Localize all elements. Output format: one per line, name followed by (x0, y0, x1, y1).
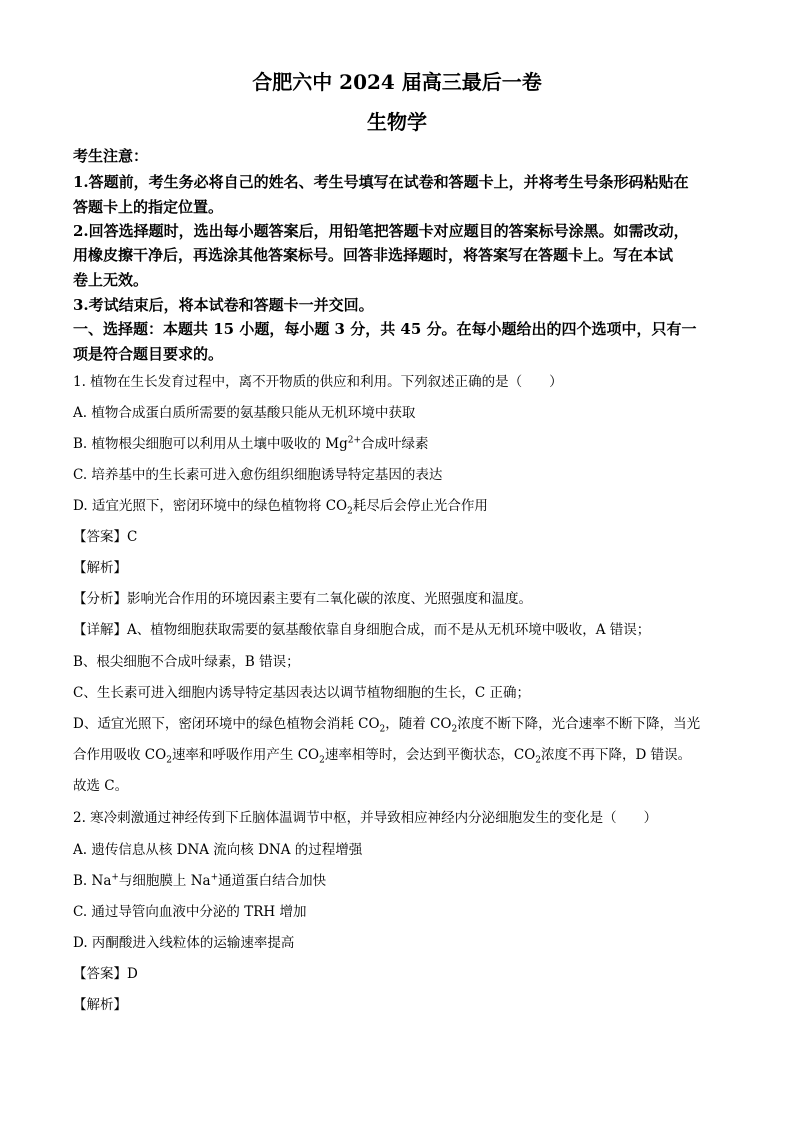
section-heading-line-2: 项是符合题目要求的。 (73, 345, 224, 363)
question-2-analysis-label: 【解析】 (73, 997, 127, 1013)
question-2-option-d: D. 丙酮酸进入线粒体的运输速率提高 (73, 935, 295, 951)
question-1-fenxi: 【分析】影响光合作用的环境因素主要有二氧化碳的浓度、光照强度和温度。 (73, 591, 532, 607)
question-1-stem: 1. 植物在生长发育过程中，离不开物质的供应和利用。下列叙述正确的是（ ） (73, 374, 563, 390)
question-2-answer: 【答案】D (73, 966, 138, 982)
question-2-option-c: C. 通过导管向血液中分泌的 TRH 增加 (73, 904, 307, 920)
section-heading-line-1: 一、选择题：本题共 15 小题，每小题 3 分，共 45 分。在每小题给出的四个选项中，只有一 (73, 320, 697, 338)
question-1-option-d: D. 适宜光照下，密闭环境中的绿色植物将 $CO_2$耗尽后会停止光合作用 (73, 498, 488, 517)
exam-title: 合肥六中 2024 届高三最后一卷 (252, 70, 542, 94)
notice-item-1-line-2: 答题卡上的指定位置。 (73, 198, 224, 216)
question-1-conclusion: 故选 C。 (73, 778, 129, 794)
notice-item-2-line-1: 2.回答选择题时，选出每小题答案后，用铅笔把答题卡对应题目的答案标号涂黑。如需改动， (73, 222, 689, 240)
question-1-explain-c: C、生长素可进入细胞内诱导特定基因表达以调节植物细胞的生长，C 正确； (73, 685, 530, 701)
question-2-option-b: B. Na+与细胞膜上 Na+通道蛋白结合加快 (73, 872, 327, 889)
question-1-option-c: C. 培养基中的生长素可进入愈伤组织细胞诱导特定基因的表达 (73, 467, 443, 483)
question-1-explain-d-line-1: D、适宜光照下，密闭环境中的绿色植物会消耗 $CO_2$，随着 $CO_2$浓度不断下降，光合速率不断下降，当光 (73, 716, 701, 735)
notice-heading: 考生注意： (73, 147, 149, 165)
notice-item-2-line-2: 用橡皮擦干净后，再选涂其他答案标号。回答非选择题时，将答案写在答题卡上。写在本试 (73, 246, 674, 264)
question-1-explain-b: B、根尖细胞不合成叶绿素，B 错误； (73, 654, 300, 670)
notice-item-2-line-3: 卷上无效。 (73, 271, 149, 289)
subject-title: 生物学 (367, 110, 427, 134)
question-1-option-b: B. 植物根尖细胞可以利用从土壤中吸收的 $Mg^{2+}$合成叶绿素 (73, 435, 429, 452)
question-1-explain-d-line-2: 合作用吸收 $CO_2$速率和呼吸作用产生 $CO_2$速率相等时，会达到平衡状态，$CO_2$浓度不再下降，D 错误。 (73, 747, 692, 766)
notice-item-3: 3.考试结束后，将本试卷和答题卡一并交回。 (73, 296, 374, 314)
question-2-stem: 2. 寒冷刺激通过神经传到下丘脑体温调节中枢，并导致相应神经内分泌细胞发生的变化是（ ） (73, 810, 658, 826)
question-2-option-a: A. 遗传信息从核 DNA 流向核 DNA 的过程增强 (73, 842, 363, 858)
notice-item-1-line-1: 1.答题前，考生务必将自己的姓名、考生号填写在试卷和答题卡上，并将考生号条形码粘贴在 (73, 173, 689, 191)
question-1-analysis-label: 【解析】 (73, 560, 127, 576)
question-1-xiangjie: 【详解】A、植物细胞获取需要的氨基酸依靠自身细胞合成，而不是从无机环境中吸收，A 错误； (73, 622, 651, 638)
question-1-answer: 【答案】C (73, 529, 138, 545)
question-1-option-a: A. 植物合成蛋白质所需要的氨基酸只能从无机环境中获取 (73, 405, 416, 421)
